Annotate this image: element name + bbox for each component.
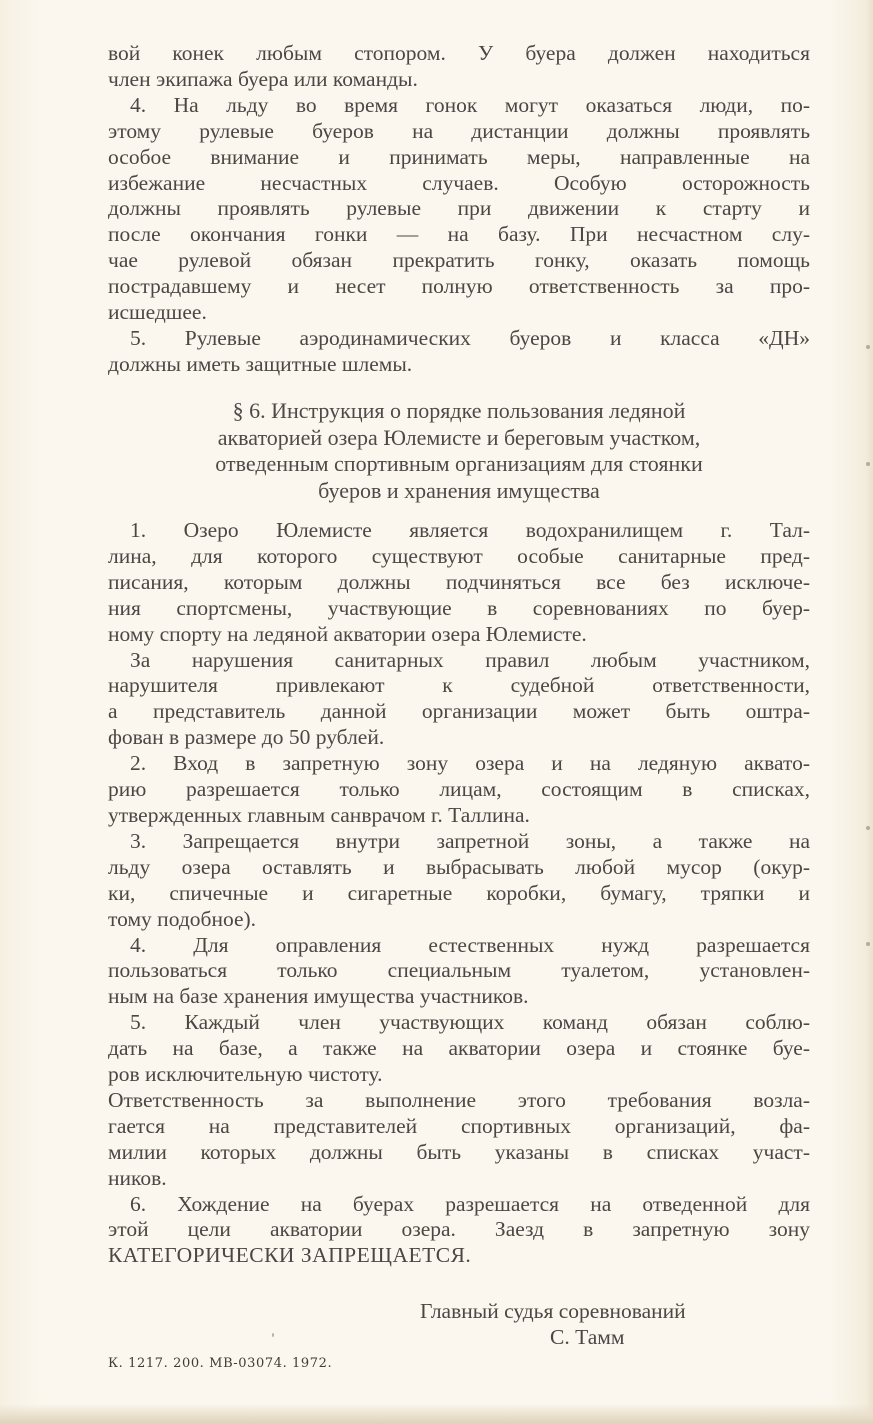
- paragraph-item-4-line: особое внимание и принимать меры, направленные на: [108, 144, 810, 169]
- section-item-5-line: 5. Каждый член участвующих команд обязан соблю-: [130, 1010, 810, 1035]
- section-item-4-line: ным на базе хранения имущества участников.: [108, 984, 529, 1009]
- section-item-1-penalty-line: За нарушения санитарных правил любым участником,: [130, 647, 810, 672]
- section-item-5-line: ров исключительную чистоту.: [108, 1062, 383, 1087]
- section-item-1-penalty-line: нарушителя привлекают к судебной ответственности,: [108, 673, 810, 698]
- text-line: член экипажа буера или команды.: [108, 66, 418, 91]
- paragraph-item-4-line: этому рулевые буеров на дистанции должны проявлять: [108, 118, 810, 143]
- paragraph-item-5-line: должны иметь защитные шлемы.: [108, 351, 413, 376]
- section-item-1-line: ному спорту на ледяной акватории озера Юлемисте.: [108, 621, 587, 646]
- section-item-5-line: дать на базе, а также на акватории озера и стоянке буе-: [108, 1036, 810, 1061]
- page-bottom-edge: [0, 1404, 873, 1424]
- section-item-4-line: 4. Для оправления естественных нужд разрешается: [130, 932, 810, 957]
- section-item-6-emphasis: КАТЕГОРИЧЕСКИ ЗАПРЕЩАЕТСЯ.: [108, 1243, 472, 1268]
- section-item-1-line: лина, для которого существуют особые санитарные пред-: [108, 543, 810, 568]
- section-item-1-line: 1. Озеро Юлемисте является водохранилищем г. Тал-: [130, 518, 810, 542]
- section-item-5-responsibility-line: гается на представителей спортивных организаций, фа-: [108, 1113, 810, 1138]
- section-item-5-responsibility-line: Ответственность за выполнение этого требования возла-: [108, 1087, 810, 1112]
- section-item-5-responsibility-line: милии которых должны быть указаны в списках участ-: [108, 1139, 810, 1164]
- section-item-2-line: рию разрешается только лицам, состоящим в списках,: [108, 777, 810, 802]
- heading-line: отведенным спортивным организациям для стоянки: [215, 451, 703, 476]
- section-item-5-responsibility-line: ников.: [108, 1165, 167, 1190]
- section-item-3-line: 3. Запрещается внутри запретной зоны, а также на: [130, 828, 810, 853]
- section-item-3-line: льду озера оставлять и выбрасывать любой мусор (окур-: [108, 854, 810, 879]
- section-item-1-line: ния спортсмены, участвующие в соревнованиях по буер-: [108, 595, 810, 620]
- section-item-4-line: пользоваться только специальным туалетом, установлен-: [108, 958, 810, 983]
- paragraph-item-4-line: чае рулевой обязан прекратить гонку, оказать помощь: [108, 248, 810, 273]
- paper-speck: [866, 826, 870, 830]
- paragraph-item-4-line: после окончания гонки — на базу. При несчастном слу-: [108, 222, 810, 247]
- section-item-1-penalty-line: фован в размере до 50 рублей.: [108, 725, 385, 750]
- paragraph-item-4-line: должны проявлять рулевые при движении к старту и: [108, 196, 810, 221]
- section-item-1-line: писания, которым должны подчиняться все без исключе-: [108, 569, 810, 594]
- signature-title: Главный судья соревнований: [420, 1299, 686, 1323]
- text-line: вой конек любым стопором. У буера должен находиться: [108, 41, 810, 65]
- signature-name: С. Тамм: [550, 1325, 625, 1349]
- section-item-2-line: 2. Вход в запретную зону озера и на ледяную аквато-: [130, 751, 810, 776]
- heading-line: § 6. Инструкция о порядке пользования ледяной: [232, 398, 686, 423]
- paper-speck: [866, 462, 870, 466]
- section-item-2-line: утвержденных главным санврачом г. Таллина.: [108, 802, 530, 827]
- section-heading: [108, 398, 810, 504]
- paragraph-item-4-line: пострадавшему и несет полную ответственность за про-: [108, 274, 810, 299]
- heading-line: акваторией озера Юлемисте и береговым участком,: [217, 424, 701, 450]
- paragraph-item-4-line: 4. На льду во время гонок могут оказаться люди, по-: [130, 92, 810, 117]
- paper-speck: [272, 1333, 274, 1337]
- section-item-3-line: ки, спичечные и сигаретные коробки, бумагу, тряпки и: [108, 880, 810, 905]
- paragraph-item-4-line: избежание несчастных случаев. Особую осторожность: [108, 170, 810, 195]
- paragraph-item-4-line: исшедшее.: [108, 300, 207, 325]
- paper-speck: [866, 345, 870, 349]
- section-item-6-line: 6. Хождение на буерах разрешается на отведенной для: [130, 1191, 810, 1216]
- section-item-1-penalty-line: а представитель данной организации может быть оштра-: [108, 699, 810, 724]
- section-item-3-line: тому подобное).: [108, 906, 257, 931]
- heading-line: буеров и хранения имущества: [318, 477, 600, 503]
- signature-block: [420, 1298, 820, 1350]
- top-section: [108, 41, 810, 378]
- paper-speck: [866, 942, 870, 946]
- section-item-6-line: этой цели акватории озера. Заезд в запретную зону: [108, 1217, 810, 1242]
- print-imprint: К. 1217. 200. МВ-03074. 1972.: [108, 1356, 333, 1371]
- section-body: [108, 518, 810, 1269]
- paragraph-item-5-line: 5. Рулевые аэродинамических буеров и класса «ДН»: [130, 325, 810, 350]
